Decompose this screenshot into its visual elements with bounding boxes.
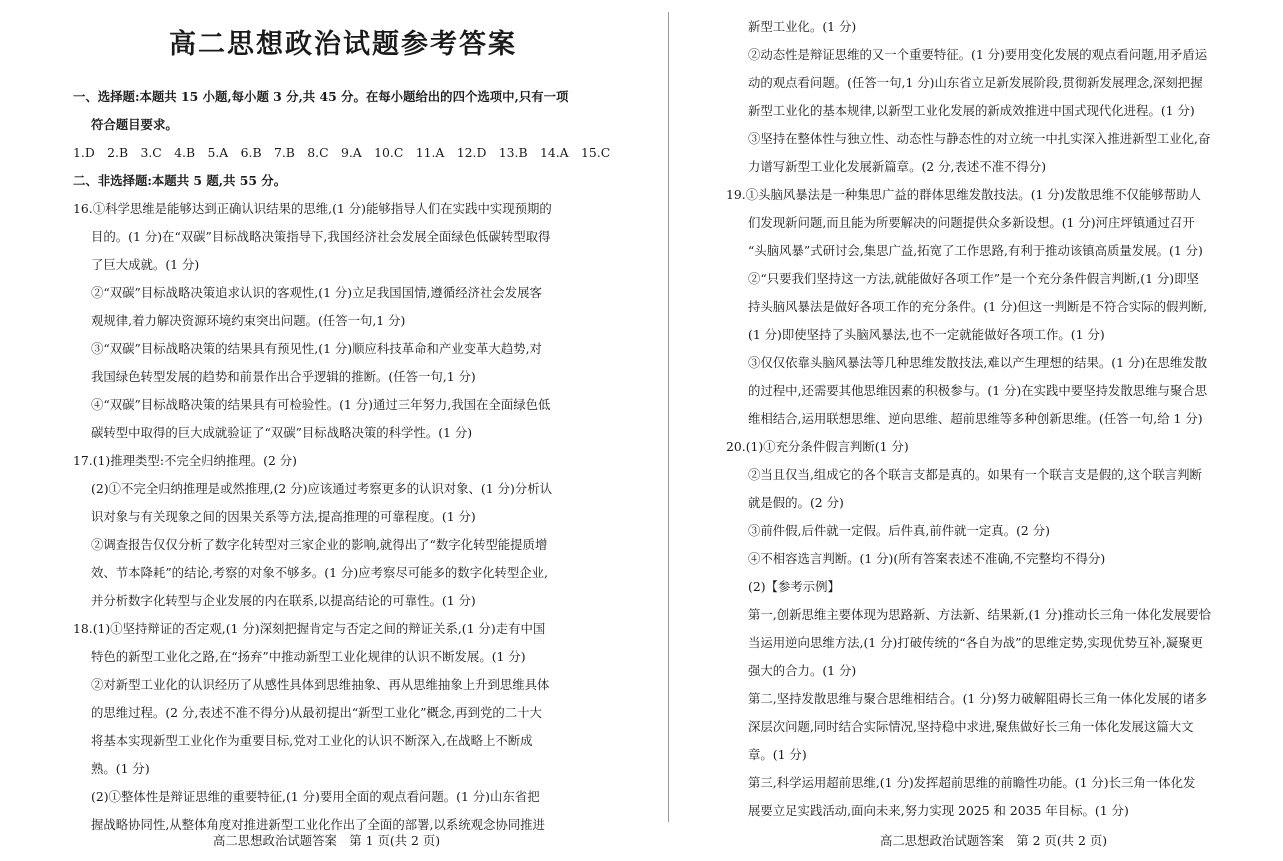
answer-line: 展要立足实践活动,面向未来,努力实现 2025 和 2035 年目标。(1 分) xyxy=(748,803,1129,818)
answer-line: ②当且仅当,组成它的各个联言支都是真的。如果有一个联言支是假的,这个联言判断 xyxy=(748,467,1202,482)
answer-line: (1 分)即使坚持了头脑风暴法,也不一定就能做好各项工作。(1 分) xyxy=(748,327,1105,342)
answer-line: 的过程中,还需要其他思维因素的积极参与。(1 分)在实践中要坚持发散思维与聚合思 xyxy=(748,383,1208,398)
answer-page-1 xyxy=(0,0,640,861)
answer-line: ③“双碳”目标战略决策的结果具有预见性,(1 分)顺应科技革命和产业变革大趋势,对 xyxy=(91,341,542,356)
answer-line: 将基本实现新型工业化作为重要目标,党对工业化的认识不断深入,在战略上不断成 xyxy=(91,733,533,748)
answer-line: 18.(1)①坚持辩证的否定观,(1 分)深刻把握肯定与否定之间的辩证关系,(1 分)走有中国 xyxy=(73,621,546,636)
answer-line: ③前件假,后件就一定假。后件真,前件就一定真。(2 分) xyxy=(748,523,1050,538)
answer-line: 新型工业化。(1 分) xyxy=(748,19,857,34)
answer-line: 识对象与有关现象之间的因果关系等方法,提高推理的可靠程度。(1 分) xyxy=(91,509,476,524)
answer-line: 章。(1 分) xyxy=(748,747,807,762)
answer-line: 19.①头脑风暴法是一种集思广益的群体思维发散技法。(1 分)发散思维不仅能够帮助人 xyxy=(726,187,1201,202)
answer-line: 们发现新问题,而且能为所要解决的问题提供众多新设想。(1 分)河庄坪镇通过召开 xyxy=(748,215,1195,230)
answer-line: 第二,坚持发散思维与聚合思维相结合。(1 分)努力破解阻碍长三角一体化发展的诸多 xyxy=(748,691,1208,706)
answer-line: 握战略协同性,从整体角度对推进新型工业化作出了全面的部署,以系统观念协同推进 xyxy=(91,817,545,832)
answer-line: 力谱写新型工业化发展新篇章。(2 分,表述不准不得分) xyxy=(748,159,1047,174)
answer-line: 一、选择题:本题共 15 小题,每小题 3 分,共 45 分。在每小题给出的四个选项中,只有一项 xyxy=(73,89,569,104)
answer-line: 并分析数字化转型与企业发展的内在联系,以提高结论的可靠性。(1 分) xyxy=(91,593,476,608)
answer-line: 1.D 2.B 3.C 4.B 5.A 6.B 7.B 8.C 9.A 10.C 11.A 12.D 13.B 14.A 15.C xyxy=(73,145,611,160)
answer-line: 17.(1)推理类型:不完全归纳推理。(2 分) xyxy=(73,453,297,468)
page-title: 高二思想政治试题参考答案 xyxy=(169,29,517,60)
answer-line: 观规律,着力解决资源环境约束突出问题。(任答一句,1 分) xyxy=(91,313,406,328)
answer-line: ②动态性是辩证思维的又一个重要特征。(1 分)要用变化发展的观点看问题,用矛盾运 xyxy=(748,47,1208,62)
answer-line: ③仅仅依靠头脑风暴法等几种思维发散技法,难以产生理想的结果。(1 分)在思维发散 xyxy=(748,355,1208,370)
page-footer: 高二思想政治试题答案 第 1 页(共 2 页) xyxy=(213,833,441,848)
answer-line: 强大的合力。(1 分) xyxy=(748,663,857,678)
answer-line: ②对新型工业化的认识经历了从感性具体到思维抽象、再从思维抽象上升到思维具体 xyxy=(91,677,550,692)
answer-line: 维相结合,运用联想思维、逆向思维、超前思维等多种创新思维。(任答一句,给 1 分) xyxy=(748,411,1203,426)
answer-line: “头脑风暴”式研讨会,集思广益,拓宽了工作思路,有利于推动该镇高质量发展。(1 分) xyxy=(748,243,1203,258)
answer-line: 符合题目要求。 xyxy=(91,117,178,132)
answer-line: ②“只要我们坚持这一方法,就能做好各项工作”是一个充分条件假言判断,(1 分)即坚 xyxy=(748,271,1199,286)
answer-line: 特色的新型工业化之路,在“扬弃”中推动新型工业化规律的认识不断发展。(1 分) xyxy=(91,649,526,664)
answer-line: 二、非选择题:本题共 5 题,共 55 分。 xyxy=(73,173,287,188)
answer-line: 16.①科学思维是能够达到正确认识结果的思维,(1 分)能够指导人们在实践中实现预期的 xyxy=(73,201,552,216)
page-footer: 高二思想政治试题答案 第 2 页(共 2 页) xyxy=(880,833,1108,848)
answer-line: 效、节本降耗”的结论,考察的对象不够多。(1 分)应考察尽可能多的数字化转型企业, xyxy=(91,565,548,580)
answer-line: 的思维过程。(2 分,表述不准不得分)从最初提出“新型工业化”概念,再到党的二十大 xyxy=(91,705,542,720)
answer-line: 目的。(1 分)在“双碳”目标战略决策指导下,我国经济社会发展全面绿色低碳转型取得 xyxy=(91,229,551,244)
answer-line: ②调查报告仅仅分析了数字化转型对三家企业的影响,就得出了“数字化转型能提质增 xyxy=(91,537,548,552)
answer-line: 新型工业化的基本规律,以新型工业化发展的新成效推进中国式现代化进程。(1 分) xyxy=(748,103,1195,118)
answer-line: (2)【参考示例】 xyxy=(748,579,840,594)
answer-line: ②“双碳”目标战略决策追求认识的客观性,(1 分)立足我国国情,遵循经济社会发展客 xyxy=(91,285,542,300)
answer-line: 20.(1)①充分条件假言判断(1 分) xyxy=(726,439,909,454)
answer-line: 第三,科学运用超前思维,(1 分)发挥超前思维的前瞻性功能。(1 分)长三角一体化发 xyxy=(748,775,1196,790)
answer-line: (2)①整体性是辩证思维的重要特征,(1 分)要用全面的观点看问题。(1 分)山东省把 xyxy=(91,789,540,804)
answer-line: 深层次问题,同时结合实际情况,坚持稳中求进,聚焦做好长三角一体化发展这篇大文 xyxy=(748,719,1194,734)
answer-line: 我国绿色转型发展的趋势和前景作出合乎逻辑的推断。(任答一句,1 分) xyxy=(91,369,476,384)
answer-line: (2)①不完全归纳推理是或然推理,(2 分)应该通过考察更多的认识对象、(1 分)分析认 xyxy=(91,481,552,496)
answer-line: 熟。(1 分) xyxy=(91,761,150,776)
answer-line: 动的观点看问题。(任答一句,1 分)山东省立足新发展阶段,贯彻新发展理念,深刻把握 xyxy=(748,75,1203,90)
answer-page-2 xyxy=(642,0,1282,861)
answer-line: 持头脑风暴法是做好各项工作的充分条件。(1 分)但这一判断是不符合实际的假判断, xyxy=(748,299,1208,314)
answer-line: 第一,创新思维主要体现为思路新、方法新、结果新,(1 分)推动长三角一体化发展要恰 xyxy=(748,607,1212,622)
answer-line: 当运用逆向思维方法,(1 分)打破传统的“各自为战”的思维定势,实现优势互补,凝聚更 xyxy=(748,635,1203,650)
answer-line: 了巨大成就。(1 分) xyxy=(91,257,200,272)
answer-line: ③坚持在整体性与独立性、动态性与静态性的对立统一中扎实深入推进新型工业化,奋 xyxy=(748,131,1211,146)
answer-line: 碳转型中取得的巨大成就验证了“双碳”目标战略决策的科学性。(1 分) xyxy=(91,425,473,440)
answer-line: 就是假的。(2 分) xyxy=(748,495,844,510)
answer-line: ④不相容选言判断。(1 分)(所有答案表述不准确,不完整均不得分) xyxy=(748,551,1106,566)
answer-line: ④“双碳”目标战略决策的结果具有可检验性。(1 分)通过三年努力,我国在全面绿色低 xyxy=(91,397,551,412)
